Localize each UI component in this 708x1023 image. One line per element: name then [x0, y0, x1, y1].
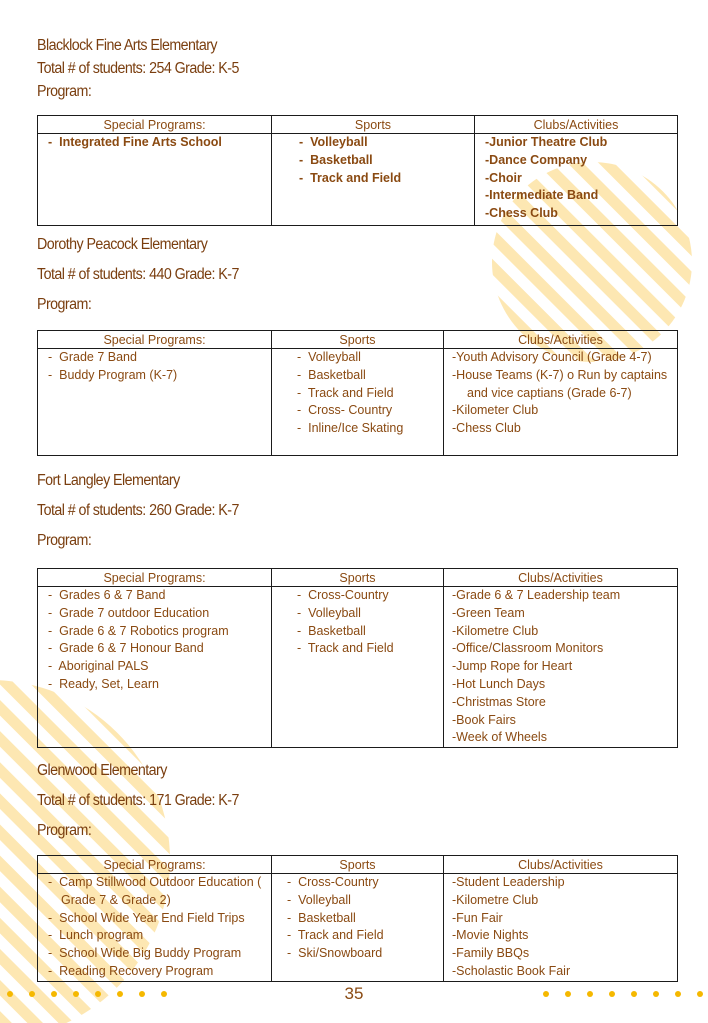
program-table — [37, 568, 678, 748]
school-header — [37, 758, 256, 848]
list-item: - Kilometre Club — [452, 623, 677, 641]
sports-cell — [272, 874, 444, 982]
program-table — [37, 330, 678, 456]
list-item: - Cross-Country — [297, 587, 443, 605]
list-item: - Jump Rope for Heart — [452, 658, 677, 676]
list-item: - School Wide Year End Field Trips — [48, 910, 271, 928]
list-item: - Buddy Program (K-7) — [48, 367, 271, 385]
list-item: - Grade 6 & 7 Robotics program — [48, 623, 271, 641]
list-item: - Cross-Country — [287, 874, 443, 892]
program-label: Program: — [37, 83, 92, 100]
list-item: - Office/Classroom Monitors — [452, 640, 677, 658]
list-item: - Fun Fair — [452, 910, 677, 928]
list-item: - Chess Club — [452, 420, 677, 438]
list-item: - School Wide Big Buddy Program — [48, 945, 271, 963]
header-special-programs: Special Programs: — [38, 856, 272, 874]
list-item: - Kilometre Club — [452, 892, 677, 910]
header-special-programs: Special Programs: — [38, 569, 272, 587]
special-programs-cell — [38, 874, 272, 982]
header-clubs: Clubs/Activities — [444, 331, 678, 349]
list-item: - Ski/Snowboard — [287, 945, 443, 963]
page-number: 35 — [344, 984, 364, 1003]
list-item: - Track and Field — [297, 640, 443, 658]
clubs-cell — [475, 134, 678, 226]
list-item: - Family BBQs — [452, 945, 677, 963]
list-item: - Volleyball — [297, 605, 443, 623]
list-item: - Student Leadership — [452, 874, 677, 892]
header-sports: Sports — [272, 331, 444, 349]
sports-cell — [272, 587, 444, 748]
program-label: Program: — [37, 296, 92, 313]
list-item: - Inline/Ice Skating — [297, 420, 443, 438]
list-item: - Kilometer Club — [452, 402, 677, 420]
school-total: Total # of students: 260 Grade: K-7 — [37, 502, 239, 519]
list-item: - Volleyball — [287, 892, 443, 910]
list-item: - Grade 7 outdoor Education — [48, 605, 271, 623]
list-item: - Hot Lunch Days — [452, 676, 677, 694]
clubs-cell — [444, 587, 678, 748]
school-total: Total # of students: 171 Grade: K-7 — [37, 792, 239, 809]
header-clubs: Clubs/Activities — [444, 569, 678, 587]
list-item: - Scholastic Book Fair — [452, 963, 677, 981]
list-item: - Chess Club — [485, 205, 677, 223]
list-item: - Volleyball — [299, 134, 474, 152]
list-item: - Track and Field — [297, 385, 443, 403]
program-table — [37, 115, 678, 226]
list-item: - Camp Stillwood Outdoor Education ( Grade 7 & Grade 2) — [48, 874, 271, 910]
program-table — [37, 855, 678, 982]
program-label: Program: — [37, 822, 92, 839]
list-item: - Intermediate Band — [485, 187, 677, 205]
sports-cell — [272, 134, 475, 226]
header-sports: Sports — [272, 116, 475, 134]
school-total: Total # of students: 254 Grade: K-5 — [37, 60, 239, 77]
list-item: - Christmas Store — [452, 694, 677, 712]
list-item: - Track and Field — [287, 927, 443, 945]
header-sports: Sports — [272, 569, 444, 587]
list-item: - Reading Recovery Program — [48, 963, 271, 981]
school-name: Blacklock Fine Arts Elementary — [37, 37, 217, 54]
school-name: Fort Langley Elementary — [37, 472, 180, 489]
school-name: Dorothy Peacock Elementary — [37, 236, 208, 253]
list-item: - Volleyball — [297, 349, 443, 367]
sports-cell — [272, 349, 444, 456]
school-name: Glenwood Elementary — [37, 762, 167, 779]
list-item: - Movie Nights — [452, 927, 677, 945]
list-item: - Basketball — [297, 367, 443, 385]
header-special-programs: Special Programs: — [38, 116, 272, 134]
list-item: - Grade 6 & 7 Honour Band — [48, 640, 271, 658]
list-item: - Grade 6 & 7 Leadership team — [452, 587, 677, 605]
list-item: - Green Team — [452, 605, 677, 623]
list-item: - Book Fairs — [452, 712, 677, 730]
school-header — [37, 35, 256, 103]
list-item: - Grades 6 & 7 Band — [48, 587, 271, 605]
list-item: - Lunch program — [48, 927, 271, 945]
list-item: - Youth Advisory Council (Grade 4-7) — [452, 349, 677, 367]
list-item: - Track and Field — [299, 170, 474, 188]
list-item: - Cross- Country — [297, 402, 443, 420]
school-total: Total # of students: 440 Grade: K-7 — [37, 266, 239, 283]
header-special-programs: Special Programs: — [38, 331, 272, 349]
special-programs-cell — [38, 587, 272, 748]
list-item: - Integrated Fine Arts School — [48, 134, 271, 152]
list-item: - Junior Theatre Club — [485, 134, 677, 152]
clubs-cell — [444, 349, 678, 456]
special-programs-cell — [38, 349, 272, 456]
list-item: - Basketball — [287, 910, 443, 928]
list-item: - Choir — [485, 170, 677, 188]
school-header — [37, 468, 256, 558]
program-label: Program: — [37, 532, 92, 549]
header-clubs: Clubs/Activities — [444, 856, 678, 874]
list-item: - Basketball — [299, 152, 474, 170]
list-item: - Basketball — [297, 623, 443, 641]
special-programs-cell — [38, 134, 272, 226]
list-item: - Week of Wheels — [452, 729, 677, 747]
clubs-cell — [444, 874, 678, 982]
list-item: - Dance Company — [485, 152, 677, 170]
header-clubs: Clubs/Activities — [475, 116, 678, 134]
school-header — [37, 232, 256, 322]
list-item: - Grade 7 Band — [48, 349, 271, 367]
header-sports: Sports — [272, 856, 444, 874]
list-item: - Aboriginal PALS — [48, 658, 271, 676]
list-item: - Ready, Set, Learn — [48, 676, 271, 694]
list-item: - House Teams (K-7) o Run by captains and vice captians (Grade 6-7) — [452, 367, 677, 403]
